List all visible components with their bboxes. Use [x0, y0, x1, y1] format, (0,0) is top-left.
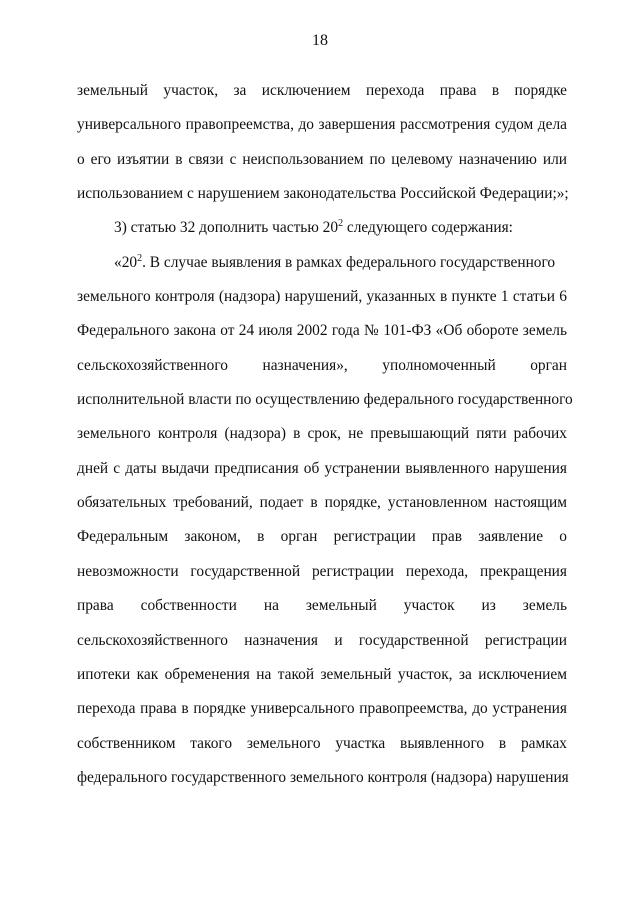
- text-line: о его изъятии в связи с неиспользованием по целевому назначению или: [77, 150, 567, 168]
- amendment-item-3: [77, 211, 567, 245]
- text-line: земельный участок, за исключением перехода права в порядке: [77, 82, 567, 99]
- page-number: 18: [312, 32, 328, 49]
- text-line: собственником такого земельного участка выявленного в рамках: [77, 734, 567, 752]
- item-3-superscript: 2: [338, 218, 344, 230]
- text-line: обязательных требований, подает в порядке, установленном настоящим: [77, 494, 567, 512]
- paragraph-20-2-number: «20: [114, 253, 138, 271]
- text-line: федерального государственного земельного контроля (надзора) нарушения: [77, 768, 569, 786]
- text-line: сельскохозяйственного назначения и государственной регистрации: [77, 631, 567, 649]
- text-line: Федерального закона от 24 июля 2002 года № 101-ФЗ «Об обороте земель: [77, 322, 567, 340]
- paragraph-20-2-text: . В случае выявления в рамках федерального государственного: [142, 253, 556, 271]
- text-line: исполнительной власти по осуществлению федерального государственного: [77, 391, 573, 409]
- text-line: Федеральным законом, в орган регистрации прав заявление о: [77, 528, 567, 546]
- text-line: использованием с нарушением законодательства Российской Федерации;»;: [77, 185, 569, 203]
- item-3-text-end: следующего содержания:: [343, 219, 513, 237]
- document-body: [77, 74, 573, 795]
- paragraph-20-2-start: [77, 246, 567, 280]
- text-line: перехода права в порядке универсального правопреемства, до устранения: [77, 700, 567, 718]
- paragraph-20-2-superscript: 2: [137, 252, 143, 264]
- item-3-text: 3) статью 32 дополнить частью 20: [114, 219, 339, 237]
- text-line: земельного контроля (надзора) в срок, не превышающий пяти рабочих: [77, 425, 567, 443]
- text-line: сельскохозяйственного назначения», уполномоченный орган: [77, 356, 567, 374]
- text-line: права собственности на земельный участок из земель: [77, 597, 567, 615]
- text-line: универсального правопреемства, до завершения рассмотрения судом дела: [77, 116, 567, 134]
- text-line: невозможности государственной регистрации перехода, прекращения: [77, 562, 567, 580]
- text-line: земельного контроля (надзора) нарушений, указанных в пункте 1 статьи 6: [77, 288, 567, 306]
- text-line: дней с даты выдачи предписания об устранении выявленного нарушения: [77, 459, 567, 477]
- text-line: ипотеки как обременения на такой земельный участок, за исключением: [77, 665, 567, 683]
